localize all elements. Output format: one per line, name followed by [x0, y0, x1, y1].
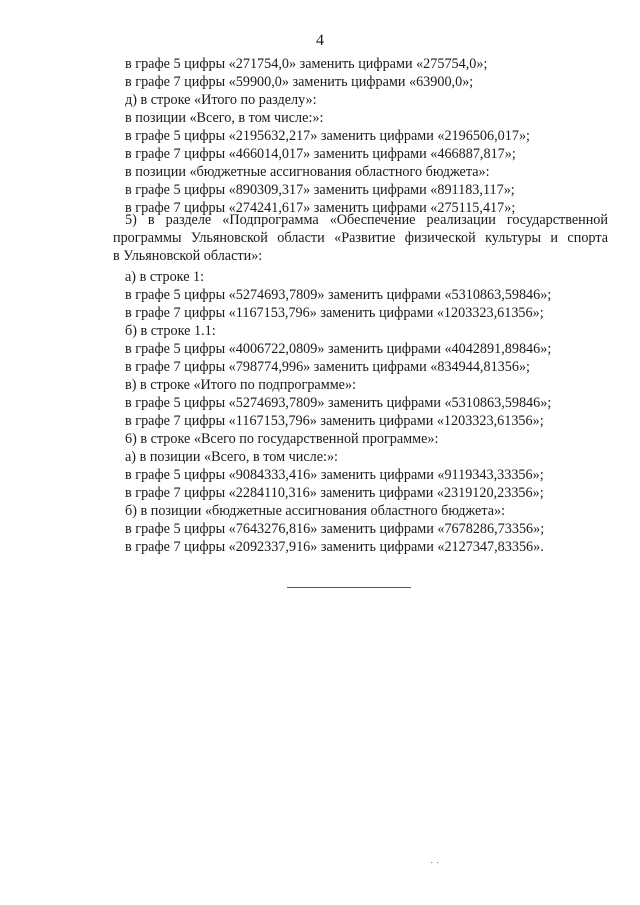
- text-line: в) в строке «Итого по подпрограмме»:: [125, 377, 357, 393]
- text-line: в графе 5 цифры «2195632,217» заменить цифрами «2196506,017»;: [125, 128, 530, 144]
- text-line: в позиции «Всего, в том числе:»:: [125, 110, 324, 126]
- text-line: в графе 7 цифры «274241,617» заменить цифрами «275115,417»;: [125, 200, 516, 216]
- text-line: в графе 5 цифры «5274693,7809» заменить цифрами «5310863,59846»;: [125, 287, 552, 303]
- scan-artifact-mark: ⋅ ⋅: [430, 858, 440, 869]
- text-line: в графе 5 цифры «890309,317» заменить цифрами «891183,117»;: [125, 182, 515, 198]
- text-line: в графе 5 цифры «5274693,7809» заменить цифрами «5310863,59846»;: [125, 395, 552, 411]
- text-line: а) в позиции «Всего, в том числе:»:: [125, 449, 338, 465]
- text-line: б) в строке 1.1:: [125, 323, 216, 339]
- text-line: д) в строке «Итого по разделу»:: [125, 92, 317, 108]
- end-separator-line: [287, 587, 411, 588]
- text-line: в графе 7 цифры «1167153,796» заменить цифрами «1203323,61356»;: [125, 305, 544, 321]
- page-number: 4: [316, 32, 324, 49]
- text-line: в графе 7 цифры «2284110,316» заменить цифрами «2319120,23356»;: [125, 485, 544, 501]
- section-heading-line: программы Ульяновской области «Развитие физической культуры и спорта: [113, 230, 608, 246]
- text-line: в графе 5 цифры «9084333,416» заменить цифрами «9119343,33356»;: [125, 467, 544, 483]
- text-line: в графе 7 цифры «1167153,796» заменить цифрами «1203323,61356»;: [125, 413, 544, 429]
- text-line: 6) в строке «Всего по государственной программе»:: [125, 431, 439, 447]
- text-line: в графе 5 цифры «271754,0» заменить цифрами «275754,0»;: [125, 56, 488, 72]
- text-line: а) в строке 1:: [125, 269, 205, 285]
- text-line: в графе 5 цифры «4006722,0809» заменить цифрами «4042891,89846»;: [125, 341, 552, 357]
- text-line: в позиции «бюджетные ассигнования областного бюджета»:: [125, 164, 490, 180]
- text-line: в графе 7 цифры «798774,996» заменить цифрами «834944,81356»;: [125, 359, 530, 375]
- text-line: в графе 7 цифры «59900,0» заменить цифрами «63900,0»;: [125, 74, 474, 90]
- text-line: в графе 7 цифры «466014,017» заменить цифрами «466887,817»;: [125, 146, 516, 162]
- section-heading-line: 5) в разделе «Подпрограмма «Обеспечение реализации государственной: [125, 212, 608, 228]
- text-line: б) в позиции «бюджетные ассигнования областного бюджета»:: [125, 503, 506, 519]
- text-line: в графе 7 цифры «2092337,916» заменить цифрами «2127347,83356».: [125, 539, 544, 555]
- section-heading-line: в Ульяновской области»:: [113, 248, 263, 264]
- text-line: в графе 5 цифры «7643276,816» заменить цифрами «7678286,73356»;: [125, 521, 545, 537]
